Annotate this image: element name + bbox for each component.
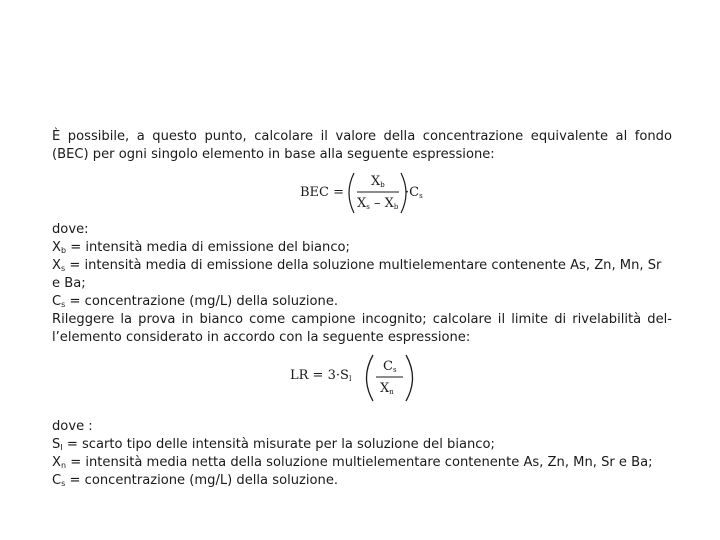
lr-brackets [290, 353, 420, 403]
bec-lhs: BEC = [300, 185, 345, 200]
def-xn: $X_n$ = intensità media netta della soluzione multielementare contenente As, Zn, Mn, Sr e Ba; [52, 455, 653, 470]
bec-times-cs: $\cdot C_s$ [405, 185, 423, 200]
def-cs-2: $C_s$ = concentrazione (mg/L) della soluzione. [52, 473, 339, 488]
bec-formula [300, 170, 440, 216]
lr-denominator: $X_n$ [380, 381, 394, 396]
defs1-label: dove: [52, 222, 89, 237]
lr-formula [290, 353, 420, 403]
bec-numerator: $X_b$ [371, 174, 385, 189]
def-cs: $C_s$ = concentrazione (mg/L) della soluzione. [52, 294, 339, 309]
lr-lhs: LR = $3\cdot S_I$ [290, 368, 352, 383]
paragraph-2 [52, 311, 672, 347]
para2-line-1: Rileggere la prova in bianco come campione incognito; calcolare il limite di rivelabilità del- [52, 312, 672, 327]
definitions-block-2 [52, 418, 672, 490]
def-si: $S_I$ = scarto tipo delle intensità misurate per la soluzione del bianco; [52, 437, 495, 452]
intro-paragraph [52, 128, 672, 164]
def-xs: $X_s$ = intensità media di emissione della soluzione multielementare contenente As, Zn, Mn, Sr [52, 258, 662, 273]
def-xs-cont: e Ba; [52, 276, 86, 291]
intro-line-1: È possibile, a questo punto, calcolare il valore della concentrazione equivalente al fondo [52, 129, 672, 144]
bec-denominator: $X_s - X_b$ [357, 196, 399, 211]
intro-line-2: (BEC) per ogni singolo elemento in base alla seguente espressione: [52, 147, 495, 162]
defs2-label: dove : [52, 419, 93, 434]
lr-numerator: $C_s$ [383, 359, 397, 374]
def-xb: $X_b$ = intensità media di emissione del bianco; [52, 240, 350, 255]
para2-line-2: l’elemento considerato in accordo con la seguente espressione: [52, 330, 471, 345]
definitions-block-1 [52, 221, 672, 311]
